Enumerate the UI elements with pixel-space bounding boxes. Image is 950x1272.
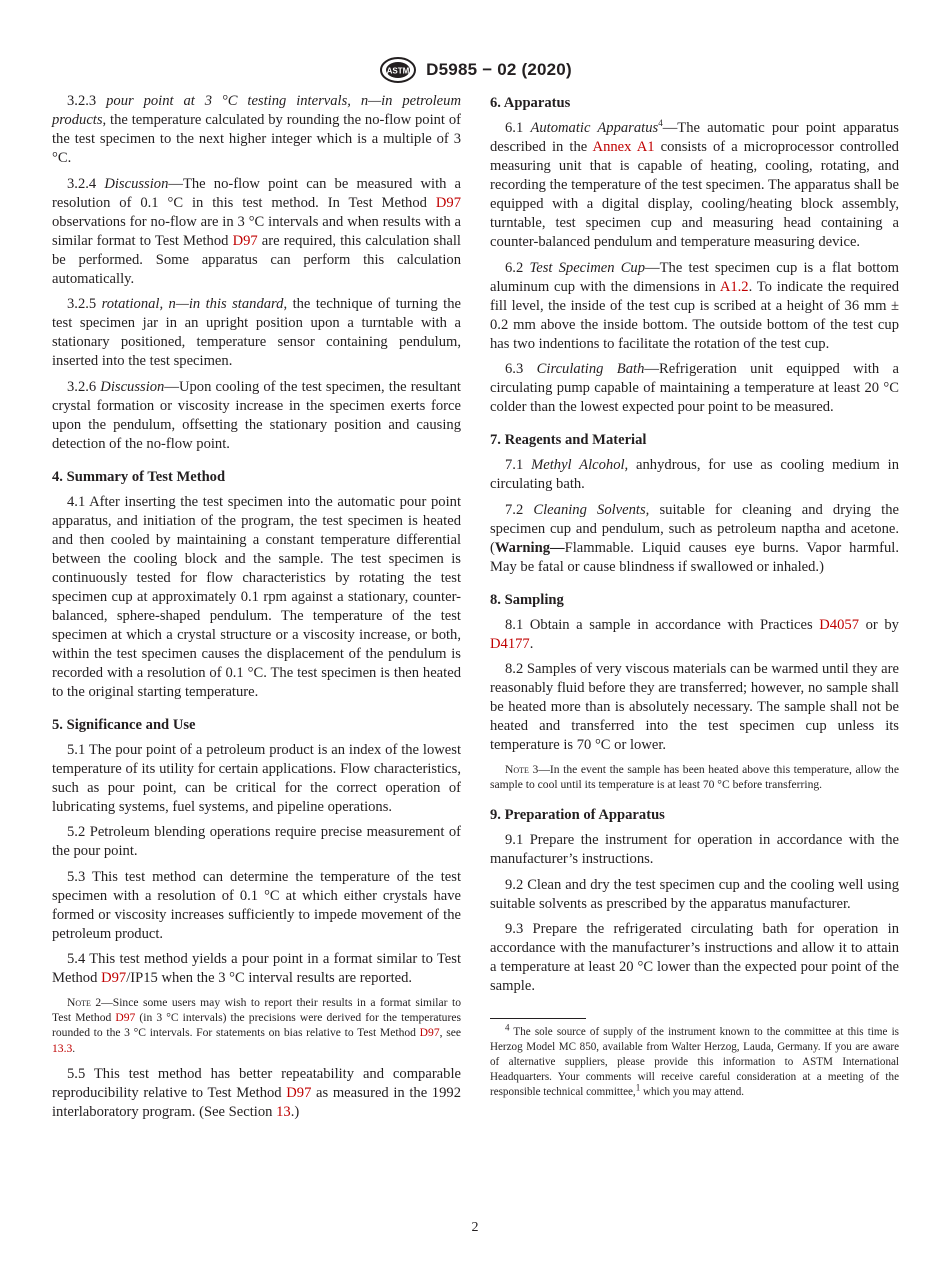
link-d97[interactable]: D97 xyxy=(101,970,127,986)
paragraph-9-3: 9.3 Prepare the refrigerated circulating bath for operation in accordance with the manufacturer’s instructions and allow it to attain a temperature at least 20 °C lower than the expected pour point of the sample. xyxy=(490,921,899,995)
document-id: D5985 − 02 (2020) xyxy=(426,60,572,79)
link-d97[interactable]: D97 xyxy=(419,1026,440,1040)
link-section-13-3[interactable]: 13.3 xyxy=(52,1041,73,1055)
svg-text:ASTM: ASTM xyxy=(386,66,410,76)
section-6-heading: 6. Apparatus xyxy=(490,95,571,111)
right-column xyxy=(490,92,899,1106)
paragraph-9-1: 9.1 Prepare the instrument for operation in accordance with the manufacturer’s instructions. xyxy=(490,832,899,868)
section-4-heading: 4. Summary of Test Method xyxy=(52,468,226,485)
footnote-ref[interactable]: 4 xyxy=(658,118,663,129)
link-d4057[interactable]: D4057 xyxy=(819,616,859,633)
link-d97[interactable]: D97 xyxy=(115,1010,136,1024)
section-9-heading: 9. Preparation of Apparatus xyxy=(490,807,665,824)
paragraph-6-3: 6.3 Circulating Bath—Refrigeration unit equipped with a circulating pump capable of maintaining a temperature at least 20 °C colder than the lowest expected pour point to be measured. xyxy=(490,361,899,415)
section-8-heading: 8. Sampling xyxy=(490,591,564,608)
left-column xyxy=(52,92,461,1129)
astm-logo-icon xyxy=(378,56,418,84)
link-d97[interactable]: D97 xyxy=(286,1085,312,1102)
link-section-13[interactable]: 13 xyxy=(276,1104,291,1121)
paragraph-6-2: 6.2 Test Specimen Cup—The test specimen cup is a flat bottom aluminum cup with the dimensions in A1.2. To indicate the required fill level, the inside of the test cup is scribed at a height of 36 mm ± 0.2 mm above the inside bottom. The outside bottom of the test cup has two indentions to facilitate the rotation of the test cup. xyxy=(490,259,900,352)
paragraph-8-1: 8.1 Obtain a sample in accordance with Practices D4057 or by D4177. xyxy=(490,616,899,652)
paragraph-7-1: 7.1 Methyl Alcohol, anhydrous, for use as cooling medium in circulating bath. xyxy=(490,457,899,492)
link-annex-a1[interactable]: Annex A1 xyxy=(592,139,655,155)
section-5-heading: 5. Significance and Use xyxy=(52,716,196,733)
paragraph-3-2-5: 3.2.5 rotational, n—in this standard, the technique of turning the test specimen jar in an upright position upon a turntable with a stationary positioned, temperature sensor containing pendulum, inserted into the test specimen. xyxy=(52,296,461,369)
link-d97[interactable]: D97 xyxy=(435,194,461,211)
paragraph-3-2-6: 3.2.6 Discussion—Upon cooling of the test specimen, the resultant crystal formation or viscosity increase in the specimen exerts force upon the pendulum, offsetting the stationary position and causing detection of the no-flow point. xyxy=(52,378,461,452)
paragraph-3-2-3: 3.2.3 pour point at 3 °C testing intervals, n—in petroleum products, the temperature calculated by rounding the no-flow point of the test specimen to the next higher integer which is a multiple of 3 °C. xyxy=(52,93,461,166)
footnote-4: $^4$ The sole source of supply of the instrument known to the committee at this time is Herzog Model MC 850, available from Walter Herzog, Lauda, Germany. If you are aware of alternative suppliers, please provide this information to ASTM International Headquarters. Your comments will receive careful consideration at a meeting of the responsible technical committee,$^1$ which you may attend. xyxy=(490,1022,899,1098)
paragraph-7-2: 7.2 Cleaning Solvents, suitable for cleaning and drying the specimen cup and pendulum, such as petroleum naptha and acetone. (Warning—Flammable. Liquid causes eye burns. Vapor harmful. May be fatal or cause blindness if swallowed or inhaled.) xyxy=(490,501,899,575)
footnote-divider xyxy=(490,1018,586,1019)
paragraph-5-4: 5.4 This test method yields a pour point in a format similar to Test Method D97/IP15 when the 3 °C interval results are reported. xyxy=(52,951,461,986)
paragraph-4-1: 4.1 After inserting the test specimen into the automatic pour point apparatus, and initiation of the program, the test specimen is heated and then cooled by maintaining a constant temperature differential between the cooling block and the sample. The test specimen is continuously tested for flow characteristics by rotating the test specimen cup at approximately 0.1 rpm against a stationary, counter-balanced, sphere-shaped pendulum. The temperature of the test specimen at which a crystal structure or a viscosity increase, or both, within the test specimen causes the displacement of the pendulum is recorded with a resolution of 0.1 °C. The test specimen is then heated to the original starting temperature. xyxy=(52,493,461,700)
paragraph-5-2: 5.2 Petroleum blending operations require precise measurement of the pour point. xyxy=(52,824,461,859)
page-number: 2 xyxy=(471,1220,479,1235)
paragraph-5-5: 5.5 This test method has better repeatability and comparable reproducibility relative to Test Method D97 as measured in the 1992 interlaboratory program. (See Section 13.) xyxy=(52,1066,461,1121)
paragraph-5-1: 5.1 The pour point of a petroleum product is an index of the lowest temperature of its utility for certain applications. Flow characteristics, such as pour point, can be critical for the correct operation of lubricating systems, fuel systems, and pipeline operations. xyxy=(52,741,461,815)
paragraph-8-2: 8.2 Samples of very viscous materials can be warmed until they are reasonably fluid before they are transferred; however, no sample shall be heated more than is absolutely necessary. The sample shall not be heated and transferred into the test specimen cup unless its temperature is 70 °C or lower. xyxy=(490,661,899,753)
section-7-heading: 7. Reagents and Material xyxy=(490,432,647,448)
link-d97[interactable]: D97 xyxy=(232,232,258,249)
paragraph-9-2: 9.2 Clean and dry the test specimen cup and the cooling well using suitable solvents as prescribed by the apparatus manufacturer. xyxy=(490,876,899,912)
link-d4177[interactable]: D4177 xyxy=(490,635,530,652)
paragraph-3-2-4: 3.2.4 Discussion—The no-flow point can be measured with a resolution of 0.1 °C in this test method. In Test Method D97 observations for no-flow are in 3 °C intervals and when results with a similar format to Test Method D97 are required, this calculation shall be performed. Some apparatus can perform this calculation automatically. xyxy=(52,175,462,287)
paragraph-6-1: 6.1 Automatic Apparatus$^4$—The automatic pour point apparatus described in the Annex A1 consists of a microprocessor controlled measuring unit that is capable of heating, cooling, rotating, and recording the temperature of the test specimen. The apparatus shall be equipped with a digital display, cooling/heating block assembly, turntable, test specimen cup and measuring head containing a counter-balanced pendulum and temperature measuring device. xyxy=(490,118,899,250)
link-a1-2[interactable]: A1.2 xyxy=(719,278,749,295)
note-2: Note 2—Since some users may wish to report their results in a format similar to Test Method D97 (in 3 °C intervals) the precisions were derived for the temperatures rounded to the 3 °C intervals. For statements on bias relative to Test Method D97, see 13.3. xyxy=(52,995,461,1055)
page-header xyxy=(0,56,950,82)
note-3: Note 3—In the event the sample has been heated above this temperature, allow the sample to cool until its temperature is at least 70 °C before transferring. xyxy=(490,762,900,791)
paragraph-5-3: 5.3 This test method can determine the temperature of the test specimen with a resolution of 0.1 °C at which either crystals have formed or viscosity increases sufficiently to impede movement of the petroleum product. xyxy=(52,868,461,942)
